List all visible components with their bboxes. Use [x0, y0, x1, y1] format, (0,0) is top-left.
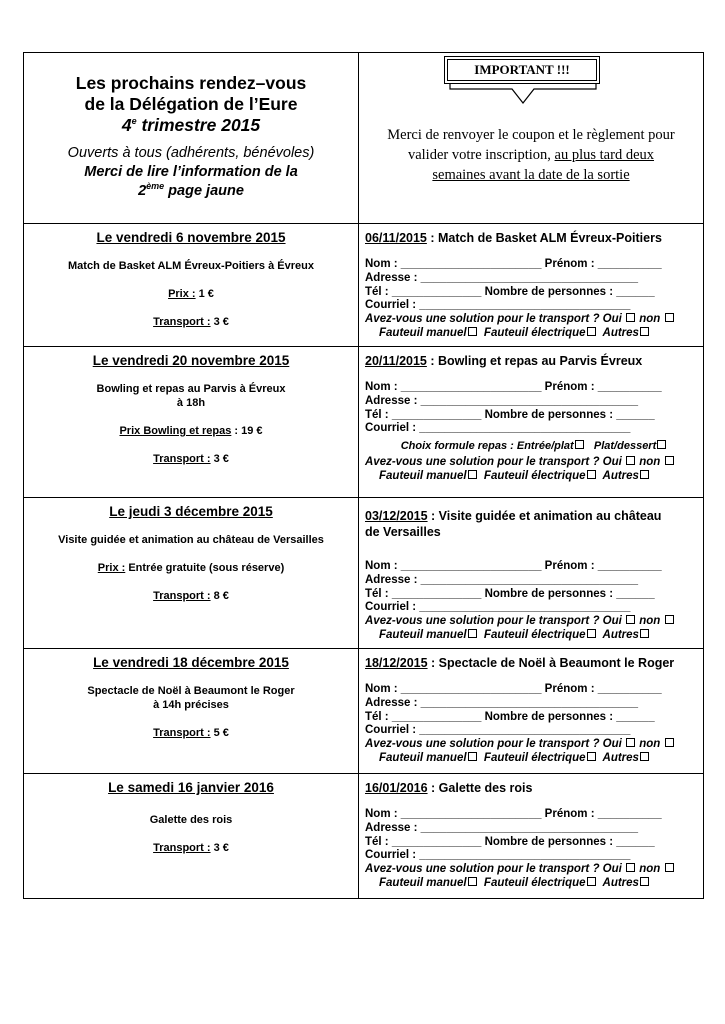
event-description-line2: à 14h précises: [153, 699, 229, 711]
important-banner: [447, 59, 597, 105]
nom-field[interactable]: Nom : ______________________ Prénom : __________: [365, 808, 662, 820]
event-transport: Transport : 3 €: [153, 316, 229, 328]
event-info: [24, 347, 359, 498]
adresse-field[interactable]: Adresse : __________________________________: [365, 394, 639, 407]
fauteuil-electrique-checkbox[interactable]: [587, 877, 596, 886]
event-row: [24, 649, 704, 774]
event-coupon: [359, 774, 704, 899]
read-info-line2: 2ème page jaune: [138, 181, 244, 199]
event-coupon: [359, 224, 704, 347]
autres-checkbox[interactable]: [640, 629, 649, 638]
coupon-title: 18/12/2015 : Spectacle de Noël à Beaumont le Roger: [365, 656, 675, 670]
read-info-line1: Merci de lire l’information de la: [84, 164, 298, 180]
fauteuil-options: Fauteuil manuel Fauteuil électrique Autres: [365, 877, 703, 891]
event-info: [24, 224, 359, 347]
transport-question: Avez-vous une solution pour le transport ? Oui non: [365, 456, 703, 470]
fauteuil-manuel-checkbox[interactable]: [468, 327, 477, 336]
header-right: [359, 53, 704, 224]
message-line3: semaines avant la date de la sortie: [432, 167, 630, 183]
event-info: [24, 774, 359, 899]
event-transport: Transport : 3 €: [153, 453, 229, 465]
fauteuil-options: Fauteuil manuel Fauteuil électrique Autres: [365, 470, 703, 484]
event-row: [24, 224, 704, 347]
event-description: Bowling et repas au Parvis à Évreux: [96, 383, 286, 395]
entree-plat-checkbox[interactable]: [575, 440, 584, 449]
oui-checkbox[interactable]: [626, 615, 635, 624]
title-line2: de la Délégation de l’Eure: [84, 94, 298, 114]
courriel-field[interactable]: Courriel : _________________________________: [365, 299, 631, 312]
fauteuil-options: Fauteuil manuel Fauteuil électrique Autres: [365, 327, 703, 341]
non-checkbox[interactable]: [665, 313, 674, 322]
coupon-title: 16/01/2016 : Galette des rois: [365, 781, 533, 795]
event-transport: Transport : 5 €: [153, 727, 229, 739]
event-description: Match de Basket ALM Évreux-Poitiers à Évreux: [68, 260, 314, 272]
coupon-title: 03/12/2015 : Visite guidée et animation au château de Versailles: [365, 509, 662, 539]
event-info: [24, 498, 359, 649]
tel-field[interactable]: Tél : ______________ Nombre de personnes : ______: [365, 408, 655, 421]
courriel-field[interactable]: Courriel : _________________________________: [365, 849, 631, 862]
tel-field[interactable]: Tél : ______________ Nombre de personnes : ______: [365, 835, 655, 848]
courriel-field[interactable]: Courriel : _________________________________: [365, 724, 631, 737]
event-description: Galette des rois: [149, 814, 233, 826]
transport-question: Avez-vous une solution pour le transport ? Oui non: [365, 313, 703, 327]
fauteuil-options: Fauteuil manuel Fauteuil électrique Autres: [365, 752, 703, 766]
fauteuil-manuel-checkbox[interactable]: [468, 877, 477, 886]
nom-field[interactable]: Nom : ______________________ Prénom : __________: [365, 560, 662, 572]
event-date-title: Le vendredi 18 décembre 2015: [93, 655, 289, 670]
fauteuil-electrique-checkbox[interactable]: [587, 327, 596, 336]
event-coupon: [359, 347, 704, 498]
event-description: Visite guidée et animation au château de Versailles: [58, 534, 324, 546]
event-date-title: Le vendredi 20 novembre 2015: [92, 353, 290, 368]
event-description-line2: à 18h: [176, 397, 206, 409]
event-description: Spectacle de Noël à Beaumont le Roger: [87, 685, 295, 697]
transport-question: Avez-vous une solution pour le transport ? Oui non: [365, 863, 703, 877]
event-row: [24, 774, 704, 899]
event-info: [24, 649, 359, 774]
open-to-text: Ouverts à tous (adhérents, bénévoles): [67, 145, 315, 161]
adresse-field[interactable]: Adresse : __________________________________: [365, 696, 639, 709]
oui-checkbox[interactable]: [626, 456, 635, 465]
message-line2: valider votre inscription, au plus tard deux: [407, 147, 655, 163]
message-line1: Merci de renvoyer le coupon et le règlement pour: [387, 127, 675, 143]
title-line1: Les prochains rendez–vous: [75, 73, 307, 93]
autres-checkbox[interactable]: [640, 470, 649, 479]
nom-field[interactable]: Nom : ______________________ Prénom : __________: [365, 381, 662, 393]
adresse-field[interactable]: Adresse : __________________________________: [365, 573, 639, 586]
tel-field[interactable]: Tél : ______________ Nombre de personnes : ______: [365, 587, 655, 600]
autres-checkbox[interactable]: [640, 752, 649, 761]
page: [23, 52, 703, 902]
non-checkbox[interactable]: [665, 615, 674, 624]
oui-checkbox[interactable]: [626, 313, 635, 322]
event-coupon: [359, 498, 704, 649]
trimestre-title: 4e trimestre 2015: [121, 115, 261, 135]
fauteuil-electrique-checkbox[interactable]: [587, 470, 596, 479]
autres-checkbox[interactable]: [640, 877, 649, 886]
transport-question: Avez-vous une solution pour le transport ? Oui non: [365, 615, 703, 629]
plat-dessert-checkbox[interactable]: [657, 440, 666, 449]
events-table: [23, 52, 704, 899]
event-transport: Transport : 8 €: [153, 590, 229, 602]
transport-question: Avez-vous une solution pour le transport ? Oui non: [365, 738, 703, 752]
event-date-title: Le jeudi 3 décembre 2015: [109, 504, 273, 519]
event-date-title: Le vendredi 6 novembre 2015: [96, 230, 286, 245]
event-row: [24, 498, 704, 649]
fauteuil-manuel-checkbox[interactable]: [468, 470, 477, 479]
choix-repas: Choix formule repas : Entrée/plat Plat/dessert: [365, 440, 703, 452]
non-checkbox[interactable]: [665, 738, 674, 747]
event-price: Prix : Entrée gratuite (sous réserve): [97, 562, 285, 574]
coupon-title: 06/11/2015 : Match de Basket ALM Évreux-Poitiers: [365, 231, 662, 245]
non-checkbox[interactable]: [665, 456, 674, 465]
event-row: [24, 347, 704, 498]
courriel-field[interactable]: Courriel : _________________________________: [365, 422, 631, 435]
autres-checkbox[interactable]: [640, 327, 649, 336]
event-transport: Transport : 3 €: [153, 842, 229, 854]
event-price: Prix : 1 €: [168, 288, 214, 300]
event-coupon: [359, 649, 704, 774]
nom-field[interactable]: Nom : ______________________ Prénom : __________: [365, 683, 662, 695]
non-checkbox[interactable]: [665, 863, 674, 872]
fauteuil-electrique-checkbox[interactable]: [587, 629, 596, 638]
fauteuil-electrique-checkbox[interactable]: [587, 752, 596, 761]
tel-field[interactable]: Tél : ______________ Nombre de personnes : ______: [365, 285, 655, 298]
event-price: Prix Bowling et repas : 19 €: [119, 425, 263, 437]
tel-field[interactable]: Tél : ______________ Nombre de personnes : ______: [365, 710, 655, 723]
header-left: [24, 53, 359, 224]
adresse-field[interactable]: Adresse : __________________________________: [365, 271, 639, 284]
important-label: IMPORTANT !!!: [447, 59, 597, 81]
important-message: [359, 125, 703, 185]
oui-checkbox[interactable]: [626, 738, 635, 747]
event-date-title: Le samedi 16 janvier 2016: [108, 780, 274, 795]
header-row: [24, 53, 704, 224]
adresse-field[interactable]: Adresse : __________________________________: [365, 821, 639, 834]
fauteuil-options: Fauteuil manuel Fauteuil électrique Autres: [365, 629, 703, 643]
coupon-title: 20/11/2015 : Bowling et repas au Parvis Évreux: [365, 354, 643, 368]
oui-checkbox[interactable]: [626, 863, 635, 872]
nom-field[interactable]: Nom : ______________________ Prénom : __________: [365, 258, 662, 270]
fauteuil-manuel-checkbox[interactable]: [468, 629, 477, 638]
fauteuil-manuel-checkbox[interactable]: [468, 752, 477, 761]
courriel-field[interactable]: Courriel : _________________________________: [365, 601, 631, 614]
down-arrow-icon: [449, 83, 599, 105]
